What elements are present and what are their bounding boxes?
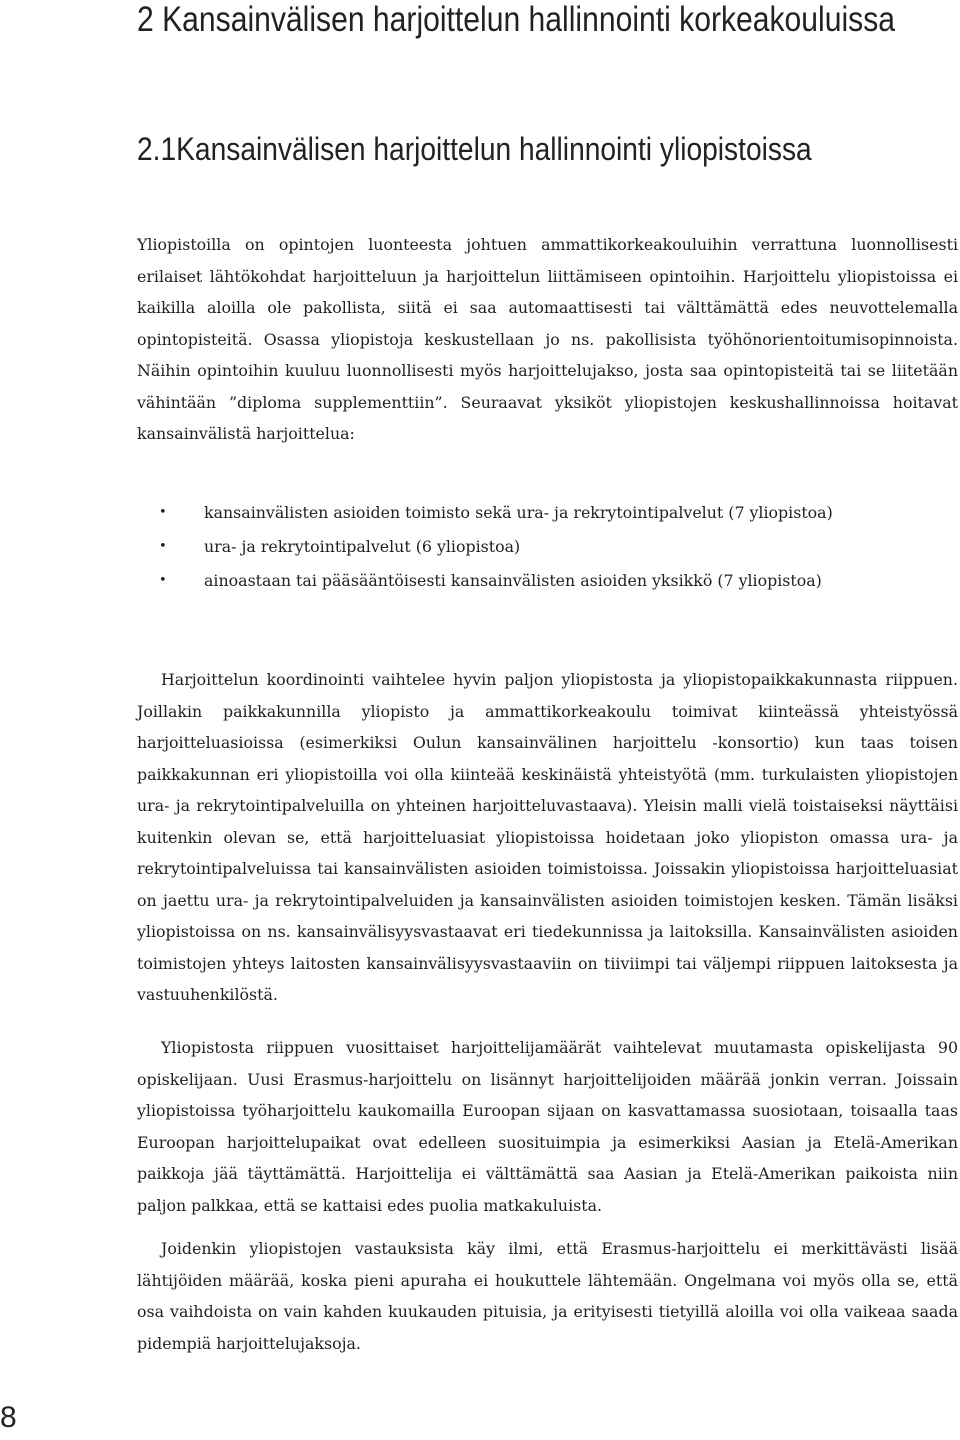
list-item (155, 564, 945, 598)
paragraph-coordination: Harjoittelun koordinointi vaihtelee hyvin paljon yliopistosta ja yliopistopaikkakunnasta riippuen. Joillakin paikkakunnilla yliopisto ja ammattikorkeakoulu toimivat kiinteässä yhteistyössä harjoitteluasioissa (esimerkiksi Oulun kansainvälinen harjoittelu -konsortio) kun taas toisen paikkakunnan eri yliopistoilla voi olla kiinteää keskinäistä yhteistyötä (mm. turkulaisten yliopistojen ura- ja rekrytointipalveluilla on yhteinen harjoitteluvastaava). Yleisin malli vielä toistaiseksi näyttäisi kuitenkin olevan se, että harjoitteluasiat yliopistoissa hoidetaan joko yliopiston omassa ura- ja rekrytointipalveluissa tai kansainvälisten asioiden toimistoissa. Joissakin yliopistoissa harjoitteluasiat on jaettu ura- ja rekrytointipalveluiden ja kansainvälisten asioiden toimistojen kesken. Tämän lisäksi yliopistoissa on ns. kansainvälisyysvastaavat eri tiedekunnissa ja laitoksilla. Kansainvälisten asioiden toimistojen yhteys laitosten kansainvälisyysvastaaviin on tiiviimpi tai väljempi riippuen laitoksesta ja vastuuhenkilöstä. (137, 670, 958, 1004)
list-item-text: ainoastaan tai pääsääntöisesti kansainvälisten asioiden yksikkö (7 yliopistoa) (204, 571, 822, 590)
list-item-text: kansainvälisten asioiden toimisto sekä ura- ja rekrytointipalvelut (7 yliopistoa) (204, 503, 833, 522)
paragraph-intro: Yliopistoilla on opintojen luonteesta johtuen ammattikorkeakouluihin verrattuna luonnollisesti erilaiset lähtökohdat harjoitteluun ja harjoittelun liittämiseen opintoihin. Harjoittelu yliopistoissa ei kaikilla aloilla ole pakollista, siitä ei saa automaattisesti tai välttämättä edes neuvottelemalla opintopisteitä. Osassa yliopistoja keskustellaan jo ns. pakollisista työhönorientoitumisopinnoista. Näihin opintoihin kuuluu luonnollisesti myös harjoittelujakso, josta saa opintopisteitä tai se liitetään vähintään ”diploma supplementtiin”. Seuraavat yksiköt yliopistojen keskushallinnoissa hoitavat kansainvälistä harjoittelua: (137, 235, 958, 443)
bullet-list (155, 496, 945, 598)
bullet-icon: • (159, 539, 167, 554)
list-item (155, 530, 945, 564)
page-number: 8 (0, 1401, 17, 1434)
paragraph-intern-numbers: Yliopistosta riippuen vuosittaiset harjoittelijamäärät vaihtelevat muutamasta opiskelijasta 90 opiskelijaan. Uusi Erasmus-harjoittelu on lisännyt harjoittelijoiden määrää jonkin verran. Joissain yliopistoissa työharjoittelu kaukomailla Euroopan sijaan on kasvattamassa suosiotaan, toisaalla taas Euroopan harjoittelupaikat ovat edelleen suosituimpia ja esimerkiksi Aasian ja Etelä-Amerikan paikkoja jää täyttämättä. Harjoittelija ei välttämättä saa Aasian ja Etelä-Amerikan paikoista niin paljon palkkaa, että se kattaisi edes puolia matkakuluista. (137, 1038, 958, 1215)
paragraph-erasmus: Joidenkin yliopistojen vastauksista käy ilmi, että Erasmus-harjoittelu ei merkittävästi lisää lähtijöiden määrää, koska pieni apuraha ei houkuttele lähtemään. Ongelmana voi myös olla se, että osa vaihdoista on vain kahden kuukauden pituisia, ja erityisesti tietyillä aloilla voi olla vaikeaa saada pidempiä harjoittelujaksoja. (137, 1239, 958, 1353)
bullet-icon: • (159, 573, 167, 588)
list-item (155, 496, 945, 530)
chapter-heading: 2 Kansainvälisen harjoittelun hallinnointi korkeakouluissa (137, 0, 895, 39)
list-item-text: ura- ja rekrytointipalvelut (6 yliopistoa) (204, 537, 521, 556)
bullet-icon: • (159, 505, 167, 520)
section-heading: 2.1Kansainvälisen harjoittelun hallinnointi yliopistoissa (137, 131, 812, 167)
